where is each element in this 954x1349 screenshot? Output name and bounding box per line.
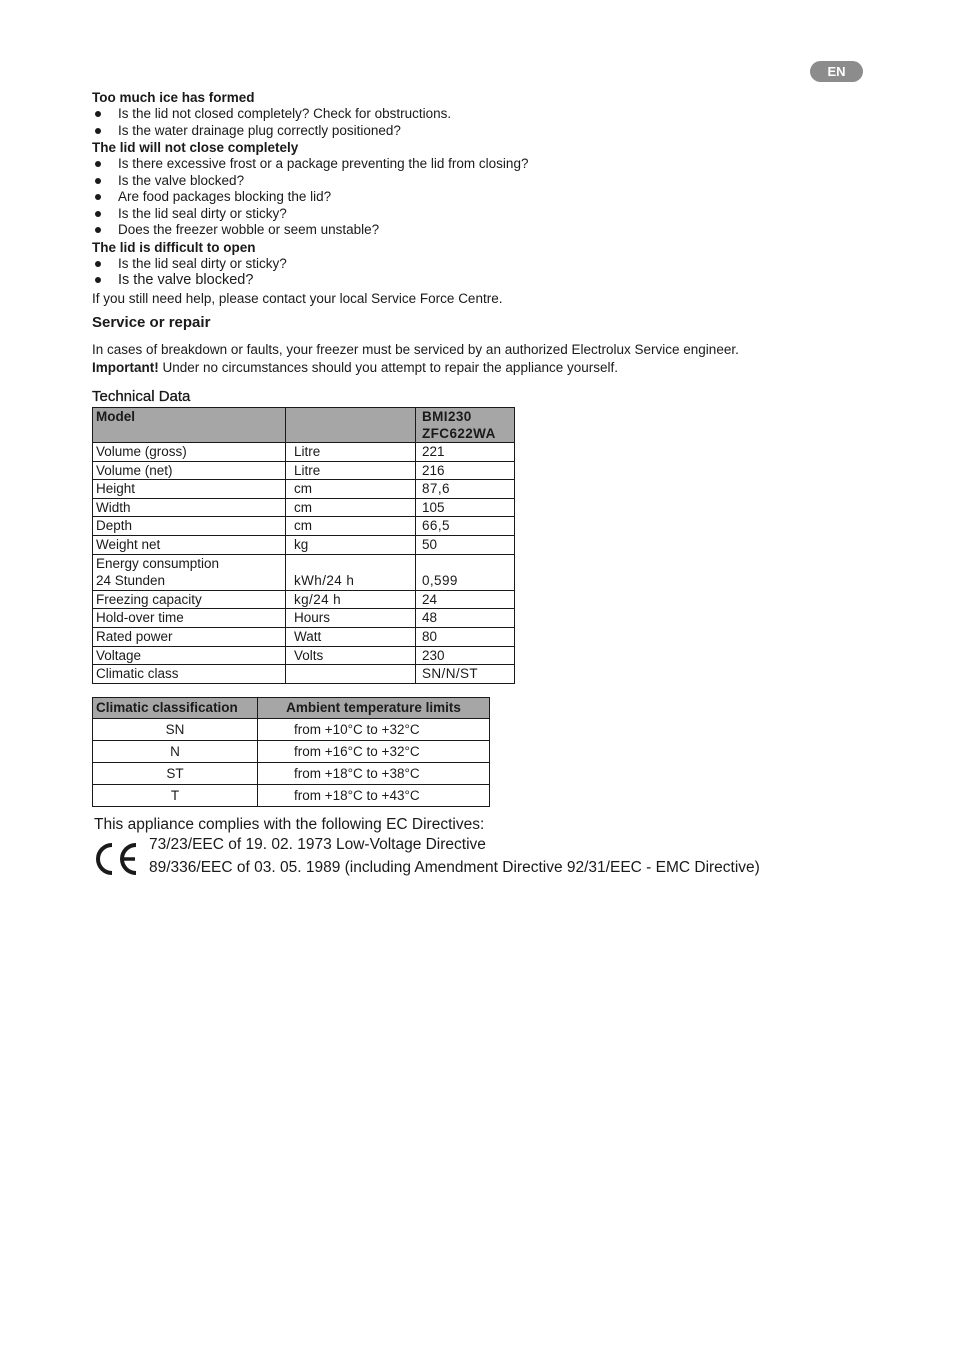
row-value: 50	[416, 535, 515, 554]
list-item: Is the water drainage plug correctly positioned?	[92, 123, 812, 140]
row-label: Voltage	[93, 646, 286, 665]
list-item: Is the lid seal dirty or sticky?	[92, 256, 812, 273]
model-line-2: ZFC622WA	[422, 426, 496, 441]
row-value: 105	[416, 498, 515, 517]
row-unit: Litre	[286, 461, 416, 480]
table-row	[93, 498, 515, 517]
header-classification: Climatic classification	[93, 697, 258, 718]
row-label: Width	[93, 498, 286, 517]
list-item: Is the valve blocked?	[92, 173, 812, 190]
header-unit	[286, 408, 416, 443]
table-row	[93, 443, 515, 462]
ce-mark-icon	[92, 841, 140, 877]
table-row	[93, 609, 515, 628]
temperature-range: from +10°C to +32°C	[258, 718, 490, 740]
table-row	[93, 627, 515, 646]
row-unit: kg	[286, 535, 416, 554]
technical-data-title: Technical Data	[92, 388, 191, 405]
temperature-range: from +18°C to +43°C	[258, 784, 490, 806]
header-temperature-limits: Ambient temperature limits	[258, 697, 490, 718]
table-header-row	[93, 697, 490, 718]
help-note: If you still need help, please contact your local Service Force Centre.	[92, 291, 503, 306]
header-model: Model	[93, 408, 286, 443]
important-text: Under no circumstances should you attempt to repair the appliance yourself.	[158, 360, 618, 375]
row-value: 221	[416, 443, 515, 462]
row-unit	[286, 665, 416, 684]
table-header-row	[93, 408, 515, 443]
row-label-line-1: Energy consumption	[96, 555, 220, 571]
manual-page-content	[92, 89, 812, 882]
ec-directives	[92, 836, 812, 877]
row-label: Weight net	[93, 535, 286, 554]
row-unit: Litre	[286, 443, 416, 462]
table-row	[93, 784, 490, 806]
climate-class: SN	[93, 718, 258, 740]
troubleshooting-group	[92, 89, 812, 139]
important-label: Important!	[92, 360, 159, 375]
row-unit: kg/24 h	[286, 590, 416, 609]
table-row	[93, 535, 515, 554]
list-item: Is there excessive frost or a package preventing the lid from closing?	[92, 156, 812, 173]
row-label: Rated power	[93, 627, 286, 646]
row-unit: cm	[286, 480, 416, 499]
important-note	[92, 359, 812, 377]
row-value: 24	[416, 590, 515, 609]
ec-intro: This appliance complies with the following EC Directives:	[94, 815, 485, 833]
troubleshooting-list	[92, 106, 812, 139]
row-label-line-2: 24 Stunden	[96, 573, 166, 589]
row-unit: cm	[286, 517, 416, 536]
climate-class: N	[93, 740, 258, 762]
temperature-range: from +16°C to +32°C	[258, 740, 490, 762]
troubleshooting-list	[92, 156, 812, 239]
climate-class: T	[93, 784, 258, 806]
list-item: Is the lid not closed completely? Check for obstructions.	[92, 106, 812, 123]
table-row	[93, 554, 515, 590]
directive-low-voltage: 73/23/EEC of 19. 02. 1973 Low-Voltage Directive	[149, 835, 486, 853]
table-row	[93, 480, 515, 499]
table-row	[93, 646, 515, 665]
row-value: 216	[416, 461, 515, 480]
list-item: Does the freezer wobble or seem unstable?	[92, 222, 812, 239]
row-label: Height	[93, 480, 286, 499]
row-value: SN/N/ST	[416, 665, 515, 684]
row-label: Volume (net)	[93, 461, 286, 480]
climate-class: ST	[93, 762, 258, 784]
row-label	[93, 554, 286, 590]
row-value: 87,6	[416, 480, 515, 499]
service-text: In cases of breakdown or faults, your freezer must be serviced by an authorized Electrolux Service engineer.	[92, 342, 739, 357]
header-models	[416, 408, 515, 443]
row-label: Volume (gross)	[93, 443, 286, 462]
temperature-range: from +18°C to +38°C	[258, 762, 490, 784]
table-row	[93, 517, 515, 536]
row-value: 230	[416, 646, 515, 665]
technical-data-table	[92, 407, 515, 684]
row-unit: Volts	[286, 646, 416, 665]
troubleshooting-group	[92, 139, 812, 239]
troubleshooting-heading: The lid will not close completely	[92, 140, 299, 155]
table-row	[93, 590, 515, 609]
row-unit: Hours	[286, 609, 416, 628]
service-title: Service or repair	[92, 314, 211, 331]
troubleshooting-heading: Too much ice has formed	[92, 90, 255, 105]
troubleshooting-heading: The lid is difficult to open	[92, 239, 256, 255]
row-value: 80	[416, 627, 515, 646]
table-row	[93, 461, 515, 480]
climatic-classification-table	[92, 697, 490, 807]
row-label: Hold-over time	[93, 609, 286, 628]
row-unit: Watt	[286, 627, 416, 646]
row-label: Depth	[93, 517, 286, 536]
row-value: 48	[416, 609, 515, 628]
troubleshooting-group	[92, 239, 812, 290]
directive-emc: 89/336/EEC of 03. 05. 1989 (including Amendment Directive 92/31/EEC - EMC Directive)	[149, 858, 760, 876]
row-value: 0,599	[416, 554, 515, 590]
model-line-1: BMI230	[422, 409, 472, 424]
table-row	[93, 665, 515, 684]
list-item: Are food packages blocking the lid?	[92, 189, 812, 206]
row-unit: kWh/24 h	[286, 554, 416, 590]
table-row	[93, 740, 490, 762]
table-row	[93, 718, 490, 740]
row-label: Climatic class	[93, 665, 286, 684]
troubleshooting-list	[92, 256, 812, 290]
row-value: 66,5	[416, 517, 515, 536]
table-row	[93, 762, 490, 784]
row-label: Freezing capacity	[93, 590, 286, 609]
list-item: Is the lid seal dirty or sticky?	[92, 206, 812, 223]
list-item: Is the valve blocked?	[92, 272, 812, 289]
language-badge: EN	[810, 61, 863, 82]
row-unit: cm	[286, 498, 416, 517]
